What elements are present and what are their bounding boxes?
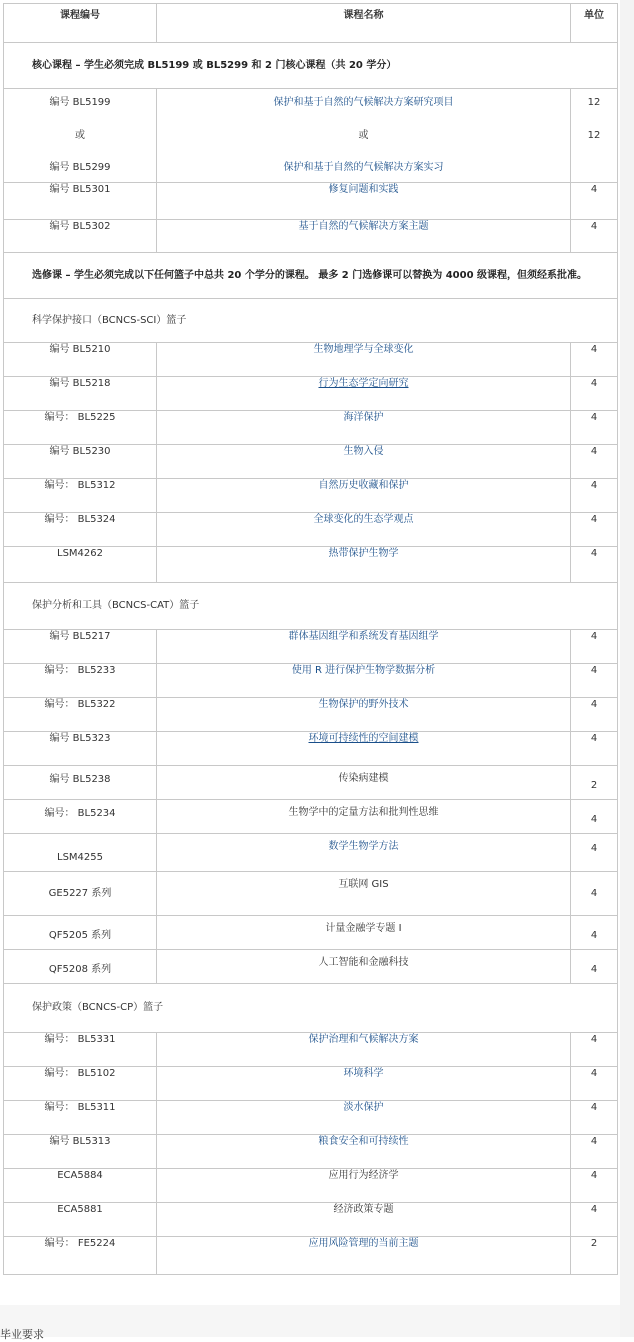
- course-code: 编号： BL5311: [4, 1101, 157, 1135]
- course-unit: 4: [571, 1101, 618, 1135]
- table-row: [4, 155, 618, 183]
- course-code: 编号 BL5323: [4, 732, 157, 766]
- table-row: [4, 89, 618, 117]
- course-name-link[interactable]: 生物地理学与全球变化: [157, 343, 571, 377]
- table-row: [4, 117, 618, 155]
- course-unit: 4: [571, 698, 618, 732]
- course-code: 编号 BL5217: [4, 630, 157, 664]
- table-row: [4, 916, 618, 950]
- course-code: 或: [4, 117, 157, 155]
- table-row: [4, 834, 618, 872]
- course-unit: 4: [571, 479, 618, 513]
- course-code: 编号： BL5322: [4, 698, 157, 732]
- elective-section-row: [4, 253, 618, 299]
- course-code: LSM4262: [4, 547, 157, 583]
- course-code: 编号： BL5312: [4, 479, 157, 513]
- course-name-link[interactable]: 生物保护的野外技术: [157, 698, 571, 732]
- course-code: 编号 BL5199: [4, 89, 157, 117]
- table-row: [4, 1033, 618, 1067]
- course-unit: [571, 155, 618, 183]
- course-name: 传染病建模: [157, 766, 571, 800]
- course-name: 经济政策专题: [157, 1203, 571, 1237]
- course-code: 编号 BL5302: [4, 220, 157, 253]
- course-unit: 4: [571, 872, 618, 916]
- course-code: 编号： BL5331: [4, 1033, 157, 1067]
- course-name: 应用行为经济学: [157, 1169, 571, 1203]
- course-name-link[interactable]: 淡水保护: [157, 1101, 571, 1135]
- table-row: [4, 183, 618, 220]
- course-unit: 12: [571, 117, 618, 155]
- course-name-link[interactable]: 海洋保护: [157, 411, 571, 445]
- course-code: 编号： BL5102: [4, 1067, 157, 1101]
- course-unit: 4: [571, 1203, 618, 1237]
- course-name-link[interactable]: 自然历史收藏和保护: [157, 479, 571, 513]
- table-row: [4, 479, 618, 513]
- course-name-link[interactable]: 数学生物学方法: [157, 834, 571, 872]
- course-name-link[interactable]: 群体基因组学和系统发育基因组学: [157, 630, 571, 664]
- course-code: GE5227 系列: [4, 872, 157, 916]
- table-row: [4, 872, 618, 916]
- course-code: 编号： FE5224: [4, 1237, 157, 1275]
- table-row: [4, 1237, 618, 1275]
- basket-cp-row: [4, 984, 618, 1033]
- course-code: 编号 BL5218: [4, 377, 157, 411]
- course-unit: 4: [571, 916, 618, 950]
- core-section-title: 核心课程 – 学生必须完成 BL5199 或 BL5299 和 2 门核心课程（共 20 学分）: [4, 43, 618, 89]
- course-code: 编号： BL5234: [4, 800, 157, 834]
- right-scroll-strip: [620, 0, 634, 1337]
- table-row: [4, 800, 618, 834]
- basket-sci-title: 科学保护接口（BCNCS-SCI）篮子: [4, 299, 618, 343]
- table-row: [4, 1135, 618, 1169]
- course-code: LSM4255: [4, 834, 157, 872]
- course-name-link[interactable]: 保护治理和气候解决方案: [157, 1033, 571, 1067]
- core-section-row: [4, 43, 618, 89]
- table-row: [4, 664, 618, 698]
- course-table: [3, 3, 618, 1275]
- course-code: QF5205 系列: [4, 916, 157, 950]
- table-row: [4, 411, 618, 445]
- course-code: 编号： BL5225: [4, 411, 157, 445]
- course-unit: 4: [571, 1033, 618, 1067]
- course-unit: 4: [571, 513, 618, 547]
- course-name: 计量金融学专题 I: [157, 916, 571, 950]
- basket-cat-title: 保护分析和工具（BCNCS-CAT）篮子: [4, 583, 618, 630]
- course-name-link[interactable]: 粮食安全和可持续性: [157, 1135, 571, 1169]
- course-code: 编号： BL5324: [4, 513, 157, 547]
- course-unit: 4: [571, 834, 618, 872]
- course-code: 编号： BL5233: [4, 664, 157, 698]
- course-unit: 4: [571, 800, 618, 834]
- course-unit: 4: [571, 1067, 618, 1101]
- course-name-link-text[interactable]: 行为生态学定向研究: [318, 378, 409, 389]
- course-name-link[interactable]: 修复问题和实践: [157, 183, 571, 220]
- course-unit: 4: [571, 732, 618, 766]
- elective-section-title: 选修课 – 学生必须完成以下任何篮子中总共 20 个学分的课程。 最多 2 门选修课可以替换为 4000 级课程，但须经系批准。: [4, 253, 618, 299]
- course-unit: 4: [571, 220, 618, 253]
- course-unit: 4: [571, 411, 618, 445]
- course-unit: 2: [571, 1237, 618, 1275]
- course-name-link[interactable]: 全球变化的生态学观点: [157, 513, 571, 547]
- header-code: 课程编号: [4, 4, 157, 43]
- header-name: 课程名称: [157, 4, 571, 43]
- basket-cp-title: 保护政策（BCNCS-CP）篮子: [4, 984, 618, 1033]
- course-unit: 12: [571, 89, 618, 117]
- course-name: 或: [157, 117, 571, 155]
- table-row: [4, 377, 618, 411]
- table-row: [4, 513, 618, 547]
- course-unit: 4: [571, 630, 618, 664]
- course-name-link[interactable]: 应用风险管理的当前主题: [157, 1237, 571, 1275]
- course-name: 人工智能和金融科技: [157, 950, 571, 984]
- table-row: [4, 950, 618, 984]
- course-name-link[interactable]: [157, 377, 571, 411]
- table-row: [4, 445, 618, 479]
- course-name-link[interactable]: 基于自然的气候解决方案主题: [157, 220, 571, 253]
- course-unit: 4: [571, 1169, 618, 1203]
- table-row: [4, 343, 618, 377]
- basket-sci-row: [4, 299, 618, 343]
- table-row: [4, 547, 618, 583]
- course-code: ECA5881: [4, 1203, 157, 1237]
- course-code: 编号 BL5313: [4, 1135, 157, 1169]
- course-unit: 2: [571, 766, 618, 800]
- course-code: 编号 BL5210: [4, 343, 157, 377]
- course-unit: 4: [571, 547, 618, 583]
- course-name-link[interactable]: 保护和基于自然的气候解决方案研究项目: [157, 89, 571, 117]
- course-name-link[interactable]: 保护和基于自然的气候解决方案实习: [157, 155, 571, 183]
- course-code: 编号 BL5230: [4, 445, 157, 479]
- course-name-link[interactable]: 热带保护生物学: [157, 547, 571, 583]
- course-name-link[interactable]: [157, 732, 571, 766]
- course-unit: 4: [571, 664, 618, 698]
- table-row: [4, 1169, 618, 1203]
- course-unit: 4: [571, 377, 618, 411]
- course-name: 生物学中的定量方法和批判性思维: [157, 800, 571, 834]
- course-unit: 4: [571, 183, 618, 220]
- table-row: [4, 220, 618, 253]
- table-row: [4, 630, 618, 664]
- course-name-link[interactable]: 生物入侵: [157, 445, 571, 479]
- course-name-link[interactable]: 环境科学: [157, 1067, 571, 1101]
- table-row: [4, 1101, 618, 1135]
- header-unit: 单位: [571, 4, 618, 43]
- table-row: [4, 1203, 618, 1237]
- course-code: QF5208 系列: [4, 950, 157, 984]
- course-name: 互联网 GIS: [157, 872, 571, 916]
- course-code: 编号 BL5301: [4, 183, 157, 220]
- course-code: 编号 BL5238: [4, 766, 157, 800]
- basket-cat-row: [4, 583, 618, 630]
- table-row: [4, 766, 618, 800]
- course-code: ECA5884: [4, 1169, 157, 1203]
- page-bottom-area: [0, 1305, 620, 1337]
- table-header-row: [4, 4, 618, 43]
- course-unit: 4: [571, 950, 618, 984]
- course-unit: 4: [571, 1135, 618, 1169]
- table-row: [4, 732, 618, 766]
- course-code: 编号 BL5299: [4, 155, 157, 183]
- course-unit: 4: [571, 343, 618, 377]
- next-section-heading-cut: 毕业要求: [0, 1328, 44, 1341]
- course-name-link[interactable]: 使用 R 进行保护生物学数据分析: [157, 664, 571, 698]
- table-row: [4, 1067, 618, 1101]
- course-name-link-text[interactable]: 环境可持续性的空间建模: [308, 733, 419, 744]
- course-unit: 4: [571, 445, 618, 479]
- table-row: [4, 698, 618, 732]
